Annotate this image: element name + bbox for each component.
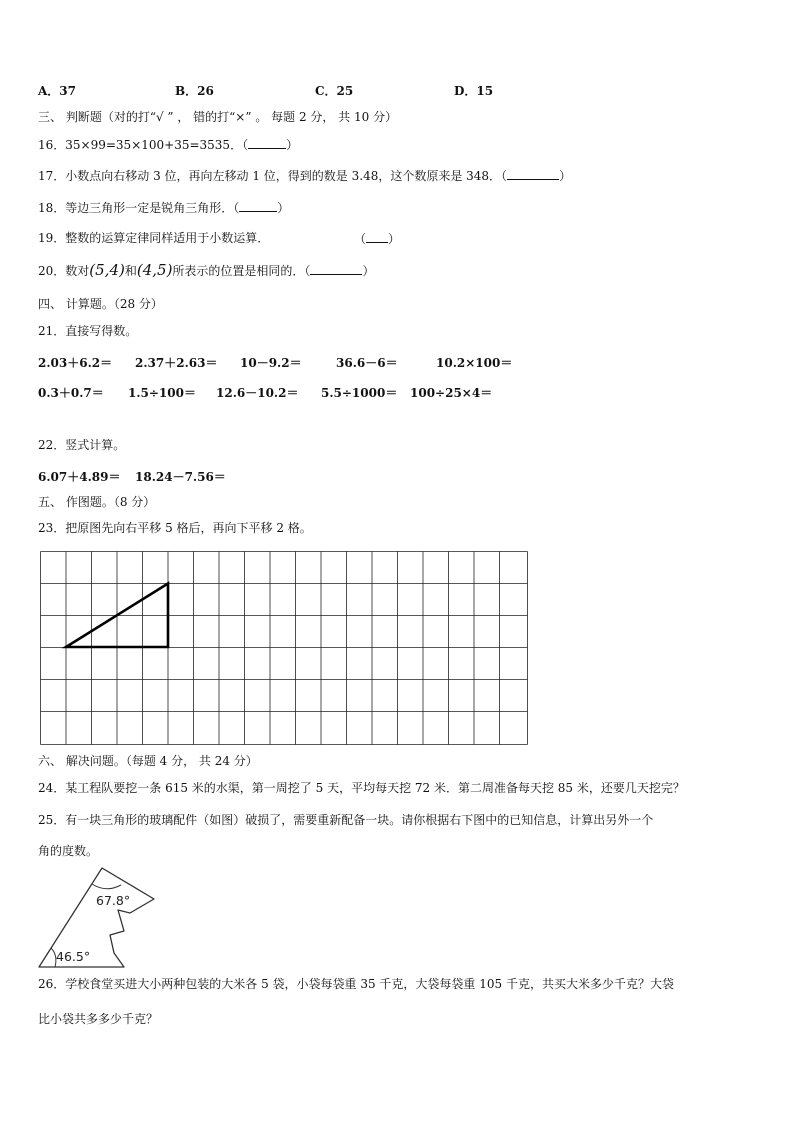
question-26-line-1: 26．学校食堂买进大小两种包装的大米各 5 袋，小袋每袋重 35 千克，大袋每袋重 105 千克，共买大米多少千克？大袋 (38, 977, 674, 991)
close-paren: ） (277, 201, 290, 215)
question-18-text: 18．等边三角形一定是锐角三角形．（ (38, 201, 240, 215)
question-21-title: 21．直接写得数。 (38, 324, 138, 338)
question-16 (38, 137, 298, 152)
calc-item: 5.5÷1000＝ (321, 386, 398, 400)
question-23-text: 23．把原图先向右平移 5 格后，再向下平移 2 格。 (38, 521, 312, 535)
option-d[interactable]: D．15 (454, 84, 494, 98)
section-5-title: 五、 作图题。（8 分） (38, 495, 156, 509)
close-paren: ） (388, 232, 401, 246)
vertical-calc-item: 18.24－7.56＝ (135, 470, 226, 484)
question-22-title: 22．竖式计算。 (38, 438, 126, 452)
calc-item: 2.03＋6.2＝ (38, 356, 113, 370)
calc-item: 10－9.2＝ (240, 356, 302, 370)
calc-item: 1.5÷100＝ (128, 386, 196, 400)
question-16-text: 16．35×99=35×100+35=3535．（ (38, 138, 249, 152)
answer-blank-16[interactable] (248, 137, 286, 149)
question-20-prefix: 20．数对 (38, 264, 90, 278)
calc-item: 36.6－6＝ (336, 356, 398, 370)
close-paren: ） (559, 169, 572, 183)
answer-blank-20[interactable] (310, 263, 362, 275)
question-25-line-1: 25．有一块三角形的玻璃配件（如图）破损了，需要重新配备一块。请你根据右下图中的已知信息，计算出另外一个 (38, 813, 654, 827)
section-4-title: 四、 计算题。（28 分） (38, 297, 163, 311)
section-3-title: 三、 判断题（对的打“√ ” ， 错的打“×” 。 每题 2 分， 共 10 分） (38, 110, 398, 124)
question-17 (38, 168, 571, 183)
question-19 (38, 231, 269, 245)
calc-item: 2.37＋2.63＝ (135, 356, 218, 370)
coordinate-pair-2: (4,5) (136, 261, 173, 279)
angle-left-label: 46.5° (56, 949, 91, 964)
calc-item: 100÷25×4＝ (410, 386, 493, 400)
option-a[interactable]: A．37 (38, 84, 77, 98)
question-19-answer (354, 231, 400, 246)
answer-blank-18[interactable] (239, 200, 277, 212)
translation-grid[interactable] (40, 551, 530, 745)
close-paren: ） (362, 264, 375, 278)
option-c[interactable]: C．25 (315, 84, 354, 98)
question-25-line-2: 角的度数。 (38, 844, 99, 858)
question-20-suffix: 所表示的位置是相同的．（ (172, 264, 311, 278)
angle-top-label: 67.8° (96, 893, 131, 908)
question-20-mid: 和 (124, 264, 137, 278)
answer-blank-17[interactable] (507, 168, 559, 180)
question-26-line-2: 比小袋共多多少千克？ (38, 1012, 159, 1026)
question-20 (38, 263, 374, 278)
section-6-title: 六、 解决问题。（每题 4 分， 共 24 分） (38, 754, 258, 768)
close-paren: ） (286, 138, 299, 152)
coordinate-pair-1: (5,4) (89, 261, 125, 279)
answer-blank-19[interactable] (366, 231, 388, 243)
calc-item: 10.2×100＝ (436, 356, 513, 370)
vertical-calc-item: 6.07＋4.89＝ (38, 470, 121, 484)
question-24-text: 24．某工程队要挖一条 615 米的水渠，第一周挖了 5 天，平均每天挖 72 米．第二周准备每天挖 85 米，还要几天挖完？ (38, 781, 685, 795)
question-18 (38, 200, 289, 215)
question-19-text: 19．整数的运算定律同样适用于小数运算． (38, 231, 270, 245)
calc-item: 0.3＋0.7＝ (38, 386, 104, 400)
calc-item: 12.6－10.2＝ (216, 386, 299, 400)
question-17-text: 17．小数点向右移动 3 位，再向左移动 1 位，得到的数是 3.48，这个数原来是 348．（ (38, 169, 508, 183)
broken-triangle-figure (36, 863, 160, 971)
option-b[interactable]: B．26 (175, 84, 214, 98)
open-paren: （ (354, 232, 367, 246)
